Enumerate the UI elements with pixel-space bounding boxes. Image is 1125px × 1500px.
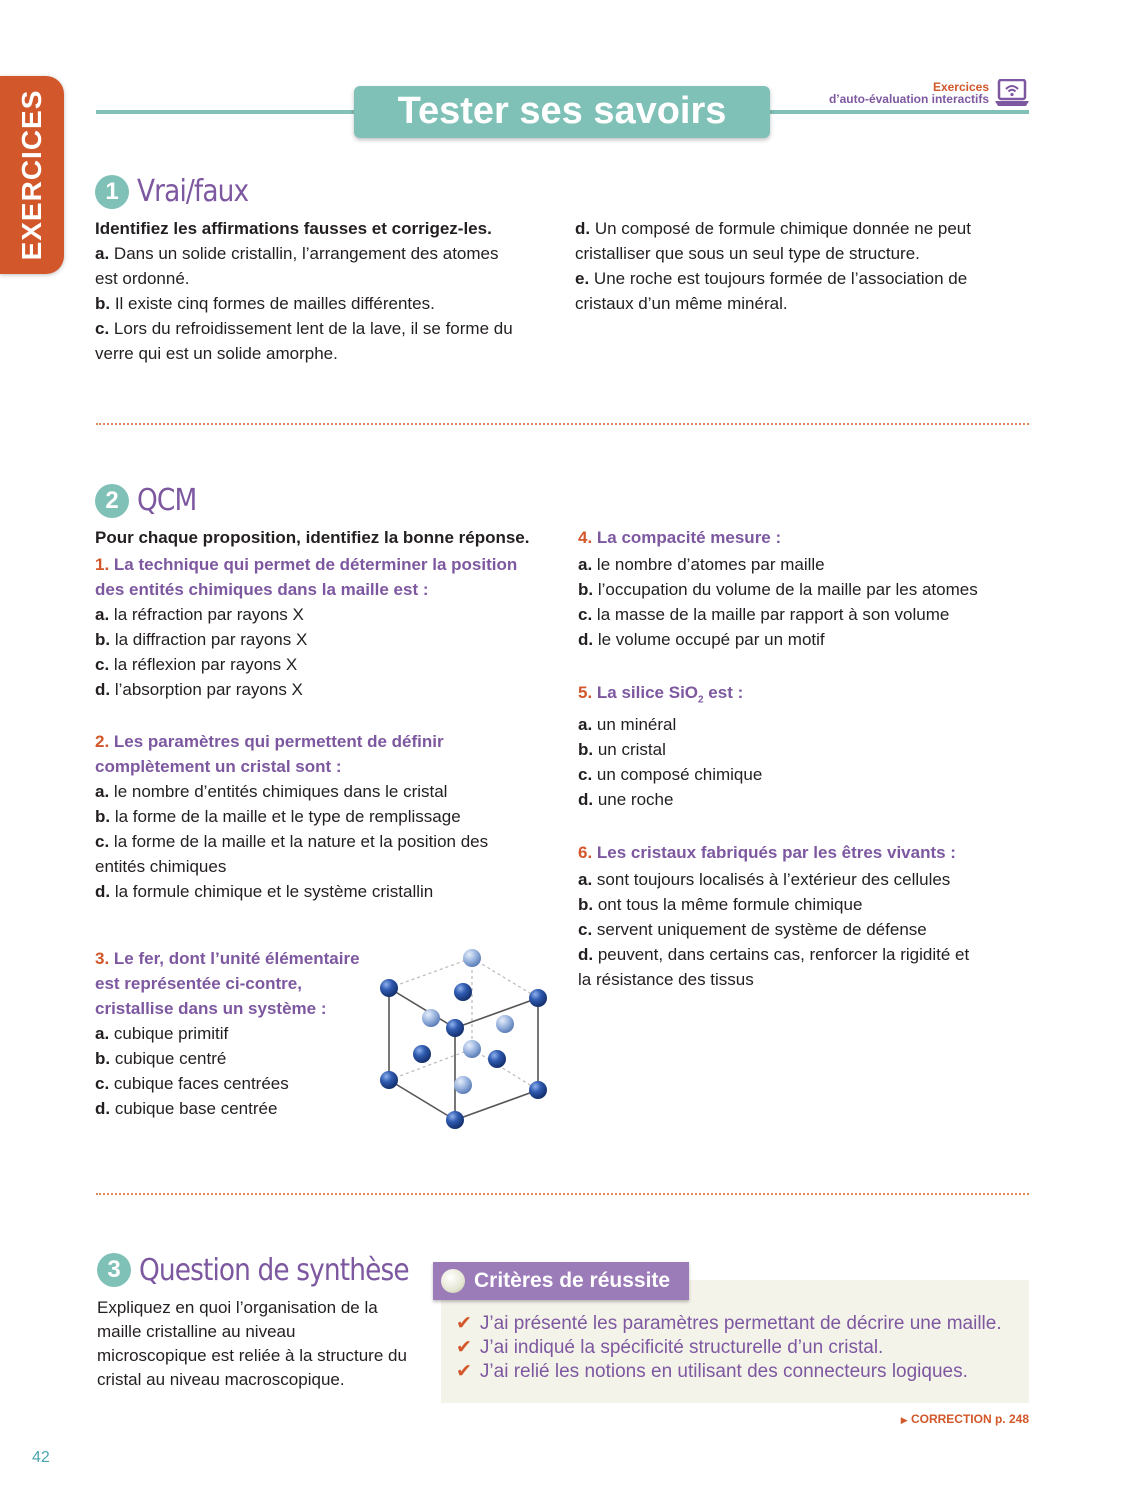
section-1-number: 1 <box>95 175 129 209</box>
iron-unit-cell-diagram <box>372 940 557 1135</box>
side-tab <box>0 76 64 274</box>
section-2-number: 2 <box>95 484 129 518</box>
atom <box>446 1019 464 1037</box>
atom <box>454 983 472 1001</box>
q1-option-b: b. la diffraction par rayons X <box>95 630 308 649</box>
atom <box>463 949 481 967</box>
q6-option-c: c. servent uniquement de système de défense <box>578 920 927 940</box>
cell-hidden-edges <box>389 958 538 1090</box>
s2-instruction: Pour chaque proposition, identifiez la bonne réponse. <box>95 528 530 547</box>
q4-option-a: a. le nombre d’atomes par maille <box>578 555 825 574</box>
criteria-title: Critères de réussite <box>474 1269 671 1292</box>
s2-right-column <box>578 525 1018 992</box>
q2-option-c: c. la forme de la maille et la nature et la position des entités chimiques <box>95 832 489 876</box>
s2-left-column <box>95 525 540 904</box>
q4-option-d: d. le volume occupé par un motif <box>578 630 825 649</box>
q5-option-d: d. une roche <box>578 790 674 810</box>
bullet-icon <box>441 1269 465 1293</box>
atom <box>422 1009 440 1027</box>
check-icon: ✔ <box>456 1313 472 1334</box>
q5-question: 5. La silice SiO$_2$ est : <box>578 683 744 706</box>
cell-atoms <box>380 949 547 1129</box>
divider-1 <box>96 423 1029 425</box>
atom <box>529 989 547 1007</box>
q4-question: 4. La compacité mesure : <box>578 528 782 547</box>
q6-option-a: a. sont toujours localisés à l’extérieur des cellules <box>578 870 951 890</box>
q4-option-c: c. la masse de la maille par rapport à son volume <box>578 605 950 624</box>
page-number: 42 <box>32 1449 50 1466</box>
atom <box>488 1050 506 1068</box>
check-icon: ✔ <box>456 1361 472 1382</box>
criteria-header <box>433 1262 689 1300</box>
criteria-item: ✔ J’ai indiqué la spécificité structurelle d’un cristal. <box>456 1337 884 1358</box>
atom <box>380 979 398 997</box>
auto-eval-line2: d’auto-évaluation interactifs <box>828 92 989 106</box>
q3-option-b: b. cubique centré <box>95 1049 227 1068</box>
atom <box>529 1081 547 1099</box>
section-3-title: Question de synthèse <box>139 1253 409 1288</box>
section-2-title: QCM <box>137 483 197 518</box>
atom <box>413 1045 431 1063</box>
cell-visible-edges <box>389 988 538 1120</box>
s1-right-column <box>575 216 995 316</box>
check-icon: ✔ <box>456 1337 472 1358</box>
s1-item-c: c. Lors du refroidissement lent de la lave, il se forme du verre qui est un solide amorphe. <box>95 319 513 363</box>
q5-option-b: b. un cristal <box>578 740 666 760</box>
q6-question: 6. Les cristaux fabriqués par les êtres vivants : <box>578 843 956 863</box>
q3-question: 3. Le fer, dont l’unité élémentaire est représentée ci-contre, cristallise dans un système : <box>95 949 360 1018</box>
q5-option-c: c. un composé chimique <box>578 765 763 785</box>
triangle-right-icon: ▶ <box>900 1415 908 1425</box>
q1-option-c: c. la réflexion par rayons X <box>95 655 298 674</box>
section-3-number: 3 <box>97 1253 131 1287</box>
q2-option-b: b. la forme de la maille et le type de remplissage <box>95 807 461 826</box>
q6-option-d: d. peuvent, dans certains cas, renforcer la rigidité et la résistance des tissus <box>578 945 970 990</box>
q1-option-d: d. l’absorption par rayons X <box>95 680 303 699</box>
criteria-item: ✔ J’ai présenté les paramètres permettant de décrire une maille. <box>456 1313 1002 1334</box>
auto-eval-link[interactable] <box>829 81 989 105</box>
q2-option-d: d. la formule chimique et le système cristallin <box>95 882 434 901</box>
correction-link[interactable] <box>901 1412 1029 1426</box>
s1-item-d: d. Un composé de formule chimique donnée ne peut cristalliser que sous un seul type de structure. <box>575 219 971 263</box>
atom <box>454 1076 472 1094</box>
q1-option-a: a. la réfraction par rayons X <box>95 605 304 624</box>
criteria-item: ✔ J’ai relié les notions en utilisant des connecteurs logiques. <box>456 1361 968 1382</box>
q4-option-b: b. l’occupation du volume de la maille par les atomes <box>578 580 978 599</box>
atom <box>446 1111 464 1129</box>
q6-option-b: b. ont tous la même formule chimique <box>578 895 863 915</box>
correction-label: CORRECTION p. 248 <box>910 1412 1029 1426</box>
side-tab-label: EXERCICES <box>16 89 47 261</box>
q3-option-d: d. cubique base centrée <box>95 1099 278 1118</box>
s1-left-column <box>95 216 525 366</box>
q3-option-a: a. cubique primitif <box>95 1024 229 1043</box>
criteria-list <box>456 1312 1002 1384</box>
auto-eval-line1: Exercices <box>932 80 989 94</box>
q3-block <box>95 946 385 1121</box>
s3-question-text: Expliquez en quoi l’organisation de la maille cristalline au niveau microscopique est reliée à la structure du cristal au niveau macroscopique. <box>97 1298 407 1389</box>
s1-instruction: Identifiez les affirmations fausses et corrigez-les. <box>95 219 492 238</box>
s1-item-b: b. Il existe cinq formes de mailles différentes. <box>95 294 435 313</box>
s1-item-e: e. Une roche est toujours formée de l’association de cristaux d’un même minéral. <box>575 269 968 313</box>
q2-option-a: a. le nombre d’entités chimiques dans le cristal <box>95 782 448 801</box>
atom <box>463 1040 481 1058</box>
q2-question: 2. Les paramètres qui permettent de définir complètement un cristal sont : <box>95 732 444 776</box>
q3-option-c: c. cubique faces centrées <box>95 1074 289 1093</box>
s1-item-a: a. Dans un solide cristallin, l’arrangement des atomes est ordonné. <box>95 244 499 288</box>
q1-question: 1. La technique qui permet de déterminer la position des entités chimiques dans la maille est : <box>95 555 518 599</box>
atom <box>380 1071 398 1089</box>
page-title: Tester ses savoirs <box>354 86 770 138</box>
q5-option-a: a. un minéral <box>578 715 677 735</box>
section-1-title: Vrai/faux <box>137 174 249 209</box>
divider-2 <box>96 1193 1029 1195</box>
laptop-wifi-icon[interactable] <box>995 79 1029 107</box>
atom <box>496 1015 514 1033</box>
